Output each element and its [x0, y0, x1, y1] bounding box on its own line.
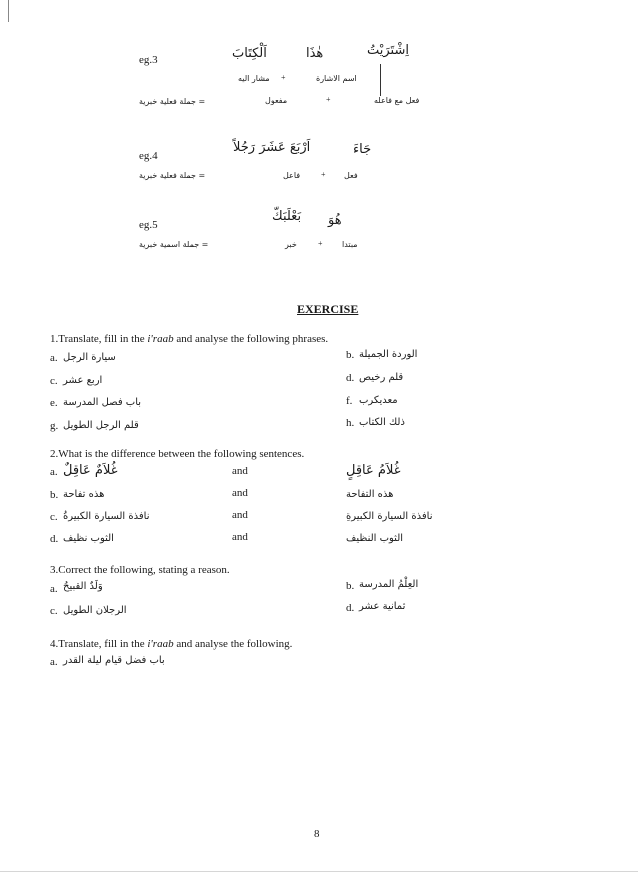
q2-row-c-letter: c. — [50, 511, 58, 523]
eg4-fil: فعل — [344, 171, 358, 180]
eg4-word-2: اَرْبَعَ عَشَرَ رَجُلاً — [233, 140, 311, 155]
q1-item-c-letter: c. — [50, 375, 58, 387]
eg4-result: = جملة فعلية خبرية — [139, 171, 206, 180]
q2-row-a-and: and — [232, 465, 248, 477]
q2-row-b-left: هذه تفاحة — [63, 489, 105, 500]
q2-row-b-and: and — [232, 487, 248, 499]
q3-item-c-text: الرجلان الطويل — [63, 605, 127, 616]
eg3-maful: مفعول — [265, 96, 288, 105]
q2-row-b-letter: b. — [50, 489, 59, 501]
q1-item-h-letter: h. — [346, 417, 355, 429]
q4-prompt — [50, 639, 292, 650]
q1-item-c-text: اربع عشر — [63, 375, 103, 386]
eg5-label: eg.5 — [139, 219, 158, 231]
eg5-plus: + — [318, 239, 323, 248]
eg3-word-3: اَلْكِتَابَ — [232, 46, 267, 61]
eg5-word-1: هُوَ — [328, 213, 342, 228]
q1-item-d-letter: d. — [346, 372, 355, 384]
q3-item-c-letter: c. — [50, 605, 58, 617]
q1-item-g-letter: g. — [50, 420, 59, 432]
q3-item-b-text: العِلْمُ المدرسة — [359, 579, 419, 590]
q2-row-b-right: هذه التفاحة — [346, 489, 394, 500]
q4-item-a-text: باب فضل قيام ليلة القدر — [63, 655, 165, 666]
q1-item-b-text: الوردة الجميلة — [359, 349, 418, 360]
eg3-plus-2: + — [326, 95, 331, 104]
q2-row-c-right: نافذة السيارة الكبيرةِ — [346, 511, 433, 522]
q4-prompt-pre: 4.Translate, fill in the — [50, 638, 145, 650]
q1-item-e-text: باب فصل المدرسة — [63, 397, 142, 408]
eg3-bracket-line — [380, 64, 381, 96]
q4-item-a-letter: a. — [50, 656, 58, 668]
eg4-label: eg.4 — [139, 150, 158, 162]
q1-item-d-text: قلم رخيص — [359, 372, 404, 383]
q3-item-d-text: ثمانية عشر — [359, 601, 406, 612]
q2-row-c-and: and — [232, 509, 248, 521]
q3-item-b-letter: b. — [346, 580, 355, 592]
exercise-heading: EXERCISE — [297, 302, 359, 316]
q1-item-e-letter: e. — [50, 397, 58, 409]
q3-prompt: 3.Correct the following, stating a reason. — [50, 564, 230, 576]
q4-prompt-term: i'raab — [147, 638, 174, 650]
q2-row-d-right: الثوب النظيف — [346, 533, 404, 544]
q2-row-c-left: نافذة السيارة الكبيرةُ — [63, 511, 150, 522]
eg3-mushar: مشار اليه — [238, 74, 270, 83]
q2-row-a-left: غُلاَمٌ عَاقِلٌ — [63, 463, 118, 478]
q2-row-a-letter: a. — [50, 466, 58, 478]
eg3-ism-ishara: اسم الاشارة — [316, 74, 357, 83]
eg3-result: = جملة فعلية خبرية — [139, 97, 206, 106]
q1-prompt-post: and analyse the following phrases. — [176, 333, 329, 345]
q3-item-d-letter: d. — [346, 602, 355, 614]
q1-prompt-pre: 1.Translate, fill in the — [50, 333, 145, 345]
q1-item-b-letter: b. — [346, 349, 355, 361]
q1-item-a-text: سيارة الرجل — [63, 352, 116, 363]
eg3-plus-1: + — [281, 73, 286, 82]
q1-item-g-text: قلم الرجل الطويل — [63, 420, 139, 431]
q2-row-a-right: غُلاَمُ عَاقِلٍ — [346, 463, 401, 478]
q1-item-f-text: معديكرب — [359, 395, 398, 406]
q4-prompt-post: and analyse the following. — [176, 638, 293, 650]
page-number: 8 — [314, 828, 320, 840]
q3-item-a-letter: a. — [50, 583, 58, 595]
eg5-word-2: بَعْلَبَكّ — [272, 209, 302, 224]
eg3-label: eg.3 — [139, 54, 158, 66]
q1-item-h-text: ذلك الكتاب — [359, 417, 405, 428]
eg5-result: = جملة اسمية خبرية — [139, 240, 209, 249]
eg3-fi-fail: فعل مع فاعله — [374, 96, 420, 105]
q1-item-a-letter: a. — [50, 352, 58, 364]
q2-row-d-letter: d. — [50, 533, 59, 545]
q2-row-d-left: الثوب نظيف — [63, 533, 114, 544]
q2-row-d-and: and — [232, 531, 248, 543]
q1-prompt-term: i'raab — [147, 333, 174, 345]
eg5-khabar: خبر — [285, 240, 297, 249]
eg3-word-2: هٰذَا — [306, 46, 324, 61]
eg4-word-1: جَاءَ — [353, 142, 372, 157]
eg3-word-1: اِشْتَرَيْتُ — [367, 43, 409, 58]
q2-prompt: 2.What is the difference between the following sentences. — [50, 448, 305, 460]
page-bottom-edge — [0, 871, 638, 872]
eg4-plus: + — [321, 170, 326, 179]
eg4-fail: فاعل — [283, 171, 301, 180]
q1-item-f-letter: f. — [346, 395, 353, 407]
q3-item-a-text: وَلَدٌ القبيحُ — [63, 581, 103, 592]
q1-prompt — [50, 334, 328, 345]
scan-mark — [8, 0, 9, 22]
eg5-mubtada: مبتدا — [342, 240, 358, 249]
